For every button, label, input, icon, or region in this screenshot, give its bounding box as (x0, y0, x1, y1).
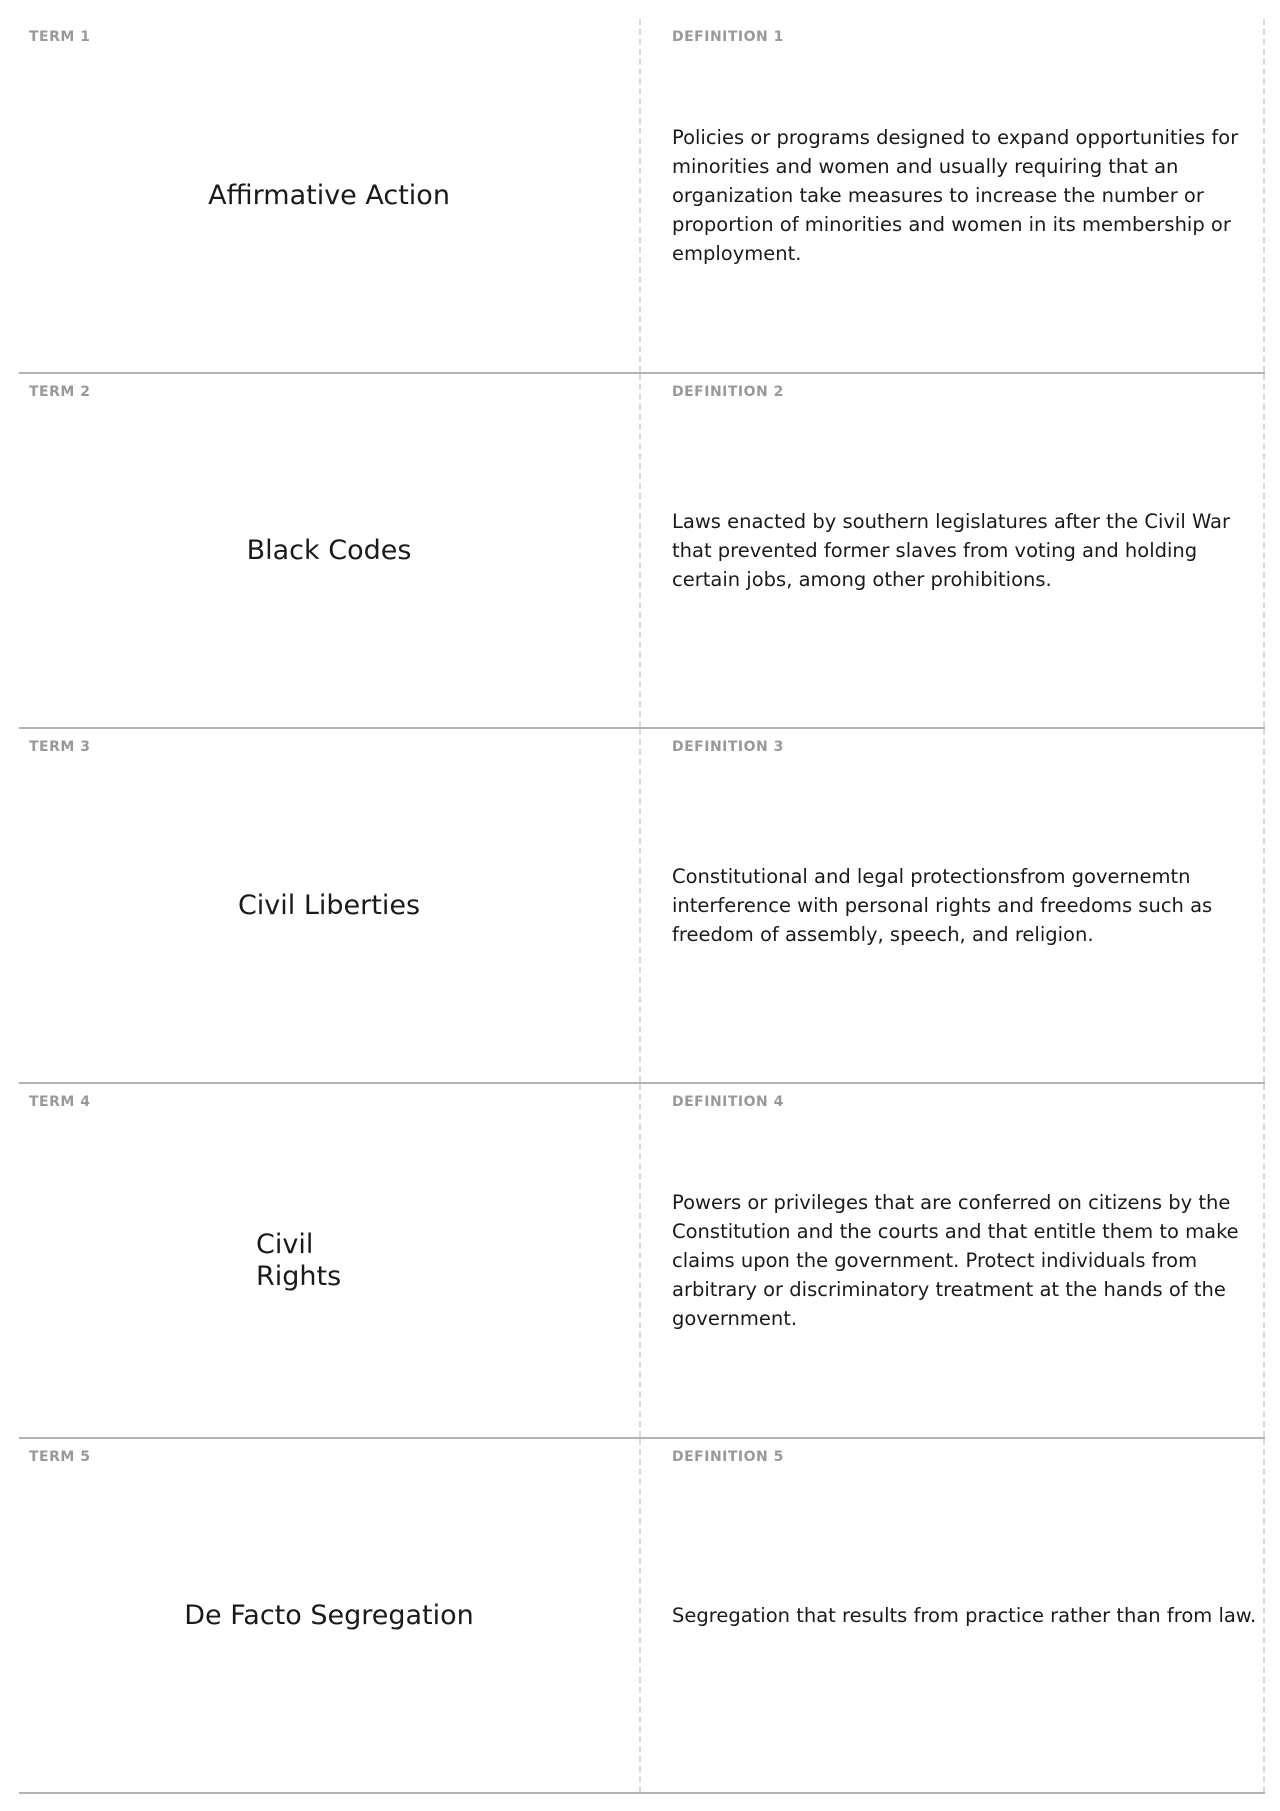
term-label: TERM 4 (29, 1094, 91, 1110)
term-text: De Facto Segregation (184, 1600, 474, 1631)
definition-cell[interactable] (641, 1084, 1265, 1437)
definition-text-wrap (672, 1084, 1261, 1437)
definition-cell[interactable] (641, 19, 1265, 372)
definition-text: Laws enacted by southern legislatures after the Civil War that prevented former slaves from voting and holding certain jobs, among other prohibitions. (672, 510, 1230, 591)
definition-text-wrap (672, 374, 1261, 727)
flashcard-row (19, 19, 1265, 374)
term-text: Civil Liberties (237, 890, 421, 921)
definition-label: DEFINITION 1 (672, 29, 784, 45)
flashcard-row (19, 1439, 1265, 1794)
definition-text: Powers or privileges that are conferred on citizens by the Constitution and the courts and that entitle them to make claims upon the government. Protect individuals from arbitrary or discriminatory treatment at the hands of the government. (672, 1191, 1239, 1330)
definition-label: DEFINITION 2 (672, 384, 784, 400)
term-label: TERM 2 (29, 384, 91, 400)
term-text: Affirmative Action (208, 180, 450, 211)
definition-cell[interactable] (641, 729, 1265, 1082)
term-label: TERM 3 (29, 739, 91, 755)
term-cell[interactable] (19, 374, 641, 727)
definition-cell[interactable] (641, 1439, 1265, 1792)
definition-label: DEFINITION 3 (672, 739, 784, 755)
flashcard-sheet (19, 19, 1265, 1794)
term-cell[interactable] (19, 1084, 641, 1437)
definition-text: Constitutional and legal protectionsfrom governemtn interference with personal rights and freedoms such as freedom of assembly, speech, and religion. (672, 865, 1213, 946)
definition-text: Segregation that results from practice rather than from law. (672, 1604, 1257, 1627)
flashcard-row (19, 729, 1265, 1084)
definition-label: DEFINITION 5 (672, 1449, 784, 1465)
definition-text-wrap (672, 1439, 1261, 1792)
term-text: Black Codes (246, 535, 412, 566)
definition-text-wrap (672, 19, 1261, 372)
definition-text: Policies or programs designed to expand opportunities for minorities and women and usually requiring that an organization take measures to increase the number or proportion of minorities and women in its membership or employment. (672, 126, 1239, 265)
flashcard-row (19, 1084, 1265, 1439)
term-cell[interactable] (19, 19, 641, 372)
term-cell[interactable] (19, 1439, 641, 1792)
definition-cell[interactable] (641, 374, 1265, 727)
definition-label: DEFINITION 4 (672, 1094, 784, 1110)
term-label: TERM 5 (29, 1449, 91, 1465)
flashcard-row (19, 374, 1265, 729)
definition-text-wrap (672, 729, 1261, 1082)
term-text: Civil Rights (256, 1228, 342, 1292)
term-label: TERM 1 (29, 29, 91, 45)
term-cell[interactable] (19, 729, 641, 1082)
